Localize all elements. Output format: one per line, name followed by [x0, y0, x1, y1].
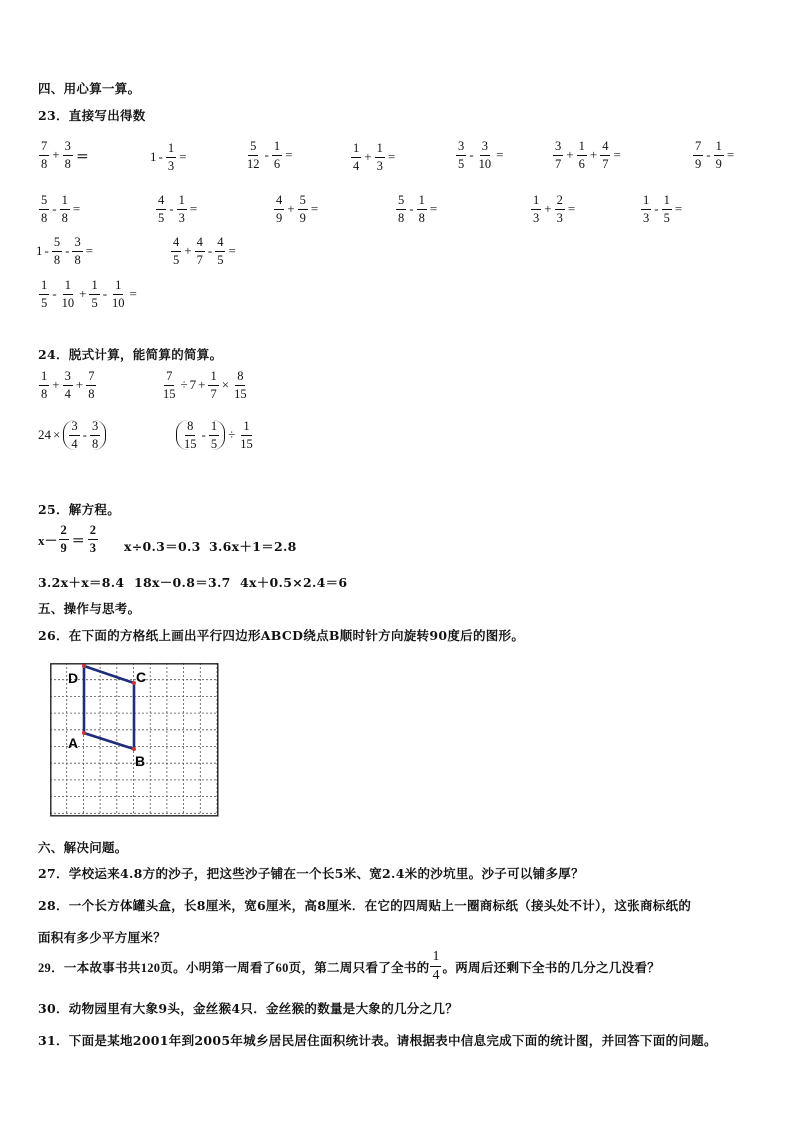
- label-d: D: [68, 670, 79, 686]
- q23-expr-3: $\frac{5}{12}$ - $\frac{1}{6}$ =: [247, 139, 293, 171]
- q23-expr-7: $\frac{7}{9}$ - $\frac{1}{9}$ =: [695, 139, 735, 171]
- point-a: [82, 731, 86, 735]
- q23-expr-4: $\frac{1}{4}$ + $\frac{1}{3}$ =: [353, 141, 396, 173]
- section-4-heading: 四、用心算一算。: [38, 81, 141, 96]
- q23-expr-8: $\frac{5}{8}$ - $\frac{1}{8}$ =: [41, 193, 81, 225]
- q29: 29．一本故事书共120页。小明第一周看了60页，第二周只看了全书的 $\frac{1}{4}$ 。两周后还剩下全书的几分之几没看？: [38, 949, 661, 983]
- parallelogram-abcd: [84, 666, 134, 749]
- q23-expr-10: $\frac{4}{9}$ + $\frac{5}{9}$ =: [276, 193, 319, 225]
- q24-expr-2: $\frac{7}{15}$ ÷ 7 + $\frac{1}{7}$ × $\frac{8}{15}$: [163, 369, 247, 401]
- q23-expr-5: $\frac{3}{5}$ - $\frac{3}{10}$ =: [458, 139, 504, 171]
- point-d: [82, 664, 86, 668]
- q28-line-2: 面积有多少平方厘米？: [38, 930, 167, 945]
- q25-title: 25．解方程。: [38, 502, 120, 517]
- q23-expr-1: $\frac{7}{8}$ + $\frac{3}{8}$ ＝: [41, 139, 89, 171]
- q24-expr-3: 24 × $\frac{3}{4}$ - $\frac{3}{8}$: [38, 420, 107, 450]
- q23-title: 23．直接写出得数: [38, 108, 146, 123]
- q27-text: 27．学校运来4.8方的沙子，把这些沙子铺在一个长5米、宽2.4米的沙坑里。沙子可以铺多厚？: [38, 866, 584, 881]
- label-c: C: [136, 669, 147, 685]
- q25-eq-6: 4x＋0.5×2.4＝6: [240, 575, 348, 590]
- q25-eq-2: x÷0.3＝0.3: [124, 539, 201, 554]
- q30-text: 30．动物园里有大象9头，金丝猴4只．金丝猴的数量是大象的几分之几？: [38, 1001, 458, 1016]
- q25-eq-3: 3.6x＋1＝2.8: [209, 539, 297, 554]
- q31-text: 31．下面是某地2001年到2005年城乡居民居住面积统计表。请根据表中信息完成下面的统计图，并回答下面的问题。: [38, 1033, 717, 1048]
- q23-expr-16: $\frac{1}{5}$ - $\frac{1}{10}$ + $\frac{1}{5}$ - $\frac{1}{10}$ =: [41, 278, 137, 310]
- grid-paper-figure: [50, 663, 220, 819]
- section-5-heading: 五、操作与思考。: [38, 601, 141, 616]
- q25-eq-4: 3.2x＋x＝8.4: [38, 575, 125, 590]
- q23-expr-9: $\frac{4}{5}$ - $\frac{1}{3}$ =: [158, 193, 198, 225]
- q28-line-1: 28．一个长方体罐头盒，长8厘米，宽6厘米，高8厘米．在它的四周贴上一圈商标纸（接头处不计），这张商标纸的: [38, 898, 692, 913]
- label-a: A: [68, 735, 79, 751]
- section-6-heading: 六、解决问题。: [38, 840, 128, 855]
- q23-expr-12: $\frac{1}{3}$ + $\frac{2}{3}$ =: [533, 193, 576, 225]
- q23-expr-15: $\frac{4}{5}$ + $\frac{4}{7}$ - $\frac{4}{5}$ =: [173, 235, 236, 267]
- q23-expr-6: $\frac{3}{7}$ + $\frac{1}{6}$ + $\frac{4}{7}$ =: [555, 139, 621, 171]
- q23-expr-13: $\frac{1}{3}$ - $\frac{1}{5}$ =: [643, 193, 683, 225]
- q25-eq-5: 18x－0.8＝3.7: [134, 575, 231, 590]
- label-b: B: [135, 753, 146, 769]
- q24-expr-4: $\frac{8}{15}$ - $\frac{1}{5}$ ÷ $\frac{1}{15}$: [175, 420, 256, 450]
- q24-title: 24．脱式计算，能简算的简算。: [38, 347, 223, 362]
- q23-expr-11: $\frac{5}{8}$ - $\frac{1}{8}$ =: [398, 193, 438, 225]
- q23-expr-14: 1 - $\frac{5}{8}$ - $\frac{3}{8}$ =: [36, 235, 94, 267]
- q25-eq-1: x－ $\frac{2}{9}$ ＝ $\frac{2}{3}$: [38, 523, 97, 555]
- q26-title: 26．在下面的方格纸上画出平行四边形ABCD绕点B顺时针方向旋转90度后的图形。: [38, 628, 525, 643]
- point-b: [132, 747, 136, 751]
- q24-expr-1: $\frac{1}{8}$ + $\frac{3}{4}$ + $\frac{7}{8}$: [41, 369, 95, 401]
- q23-expr-2: 1 - $\frac{1}{3}$ =: [150, 141, 187, 173]
